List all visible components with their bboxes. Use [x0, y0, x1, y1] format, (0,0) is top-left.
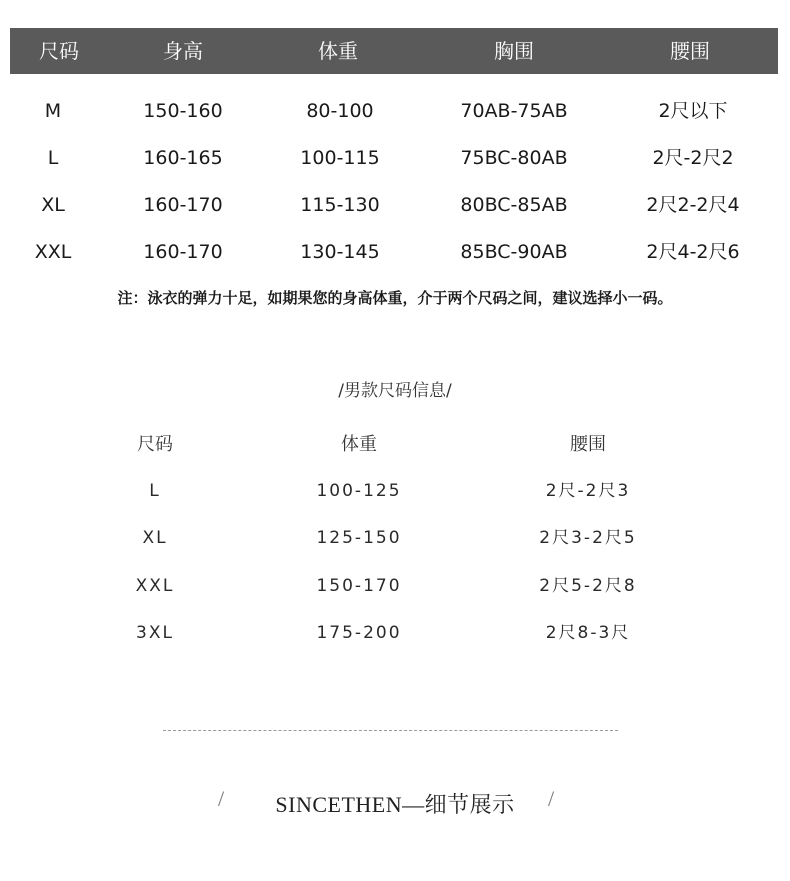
height-cell: 150-160 [143, 100, 223, 122]
table-row [0, 572, 790, 600]
weight-cell: 130-145 [300, 241, 380, 263]
table-row [0, 237, 790, 267]
men-size-title: /男款尺码信息/ [338, 381, 452, 401]
header-waist: 腰围 [570, 434, 606, 455]
weight-cell: 115-130 [300, 194, 380, 216]
table-row [0, 143, 790, 173]
waist-cell: 2尺8-3尺 [545, 623, 631, 643]
bust-cell: 85BC-90AB [460, 241, 568, 263]
size-cell: XL [41, 194, 65, 216]
size-cell: XL [142, 528, 168, 548]
slash-decoration-left: / [218, 786, 225, 811]
waist-cell: 2尺4-2尺6 [646, 241, 740, 263]
size-cell: XXL [135, 576, 175, 596]
size-cell: M [44, 100, 62, 122]
weight-cell: 80-100 [306, 100, 374, 122]
waist-cell: 2尺2-2尺4 [646, 194, 740, 216]
weight-cell: 125-150 [316, 528, 402, 548]
size-cell: 3XL [136, 623, 174, 643]
weight-cell: 100-125 [316, 481, 402, 501]
waist-cell: 2尺以下 [658, 100, 728, 122]
bust-cell: 80BC-85AB [460, 194, 568, 216]
header-weight: 体重 [318, 39, 358, 63]
header-height: 身高 [163, 39, 203, 63]
size-cell: L [47, 147, 59, 169]
detail-section-title [0, 786, 790, 822]
table-row [0, 477, 790, 505]
dashed-divider [163, 730, 618, 731]
height-cell: 160-170 [143, 241, 223, 263]
slash-decoration-right: / [548, 786, 555, 811]
table-row [0, 619, 790, 647]
waist-cell: 2尺5-2尺8 [539, 576, 637, 596]
weight-cell: 175-200 [316, 623, 402, 643]
men-size-table-header [0, 431, 790, 459]
header-size: 尺码 [39, 39, 79, 63]
size-cell: L [149, 481, 161, 501]
bust-cell: 70AB-75AB [460, 100, 568, 122]
height-cell: 160-170 [143, 194, 223, 216]
table-row [0, 190, 790, 220]
waist-cell: 2尺3-2尺5 [539, 528, 637, 548]
waist-cell: 2尺-2尺3 [545, 481, 631, 501]
height-cell: 160-165 [143, 147, 223, 169]
table-row [0, 524, 790, 552]
bust-cell: 75BC-80AB [460, 147, 568, 169]
size-note: 注：泳衣的弹力十足，如期果您的身高体重，介于两个尺码之间，建议选择小一码。 [117, 289, 673, 307]
women-size-table-header [10, 28, 778, 74]
header-size: 尺码 [137, 434, 173, 455]
weight-cell: 100-115 [300, 147, 380, 169]
waist-cell: 2尺-2尺2 [652, 147, 734, 169]
header-weight: 体重 [341, 434, 377, 455]
weight-cell: 150-170 [316, 576, 402, 596]
header-bust: 胸围 [494, 39, 534, 63]
detail-title-text: SINCETHEN—细节展示 [275, 792, 515, 817]
size-cell: XXL [34, 241, 72, 263]
header-waist: 腰围 [670, 39, 710, 63]
table-row [0, 96, 790, 126]
